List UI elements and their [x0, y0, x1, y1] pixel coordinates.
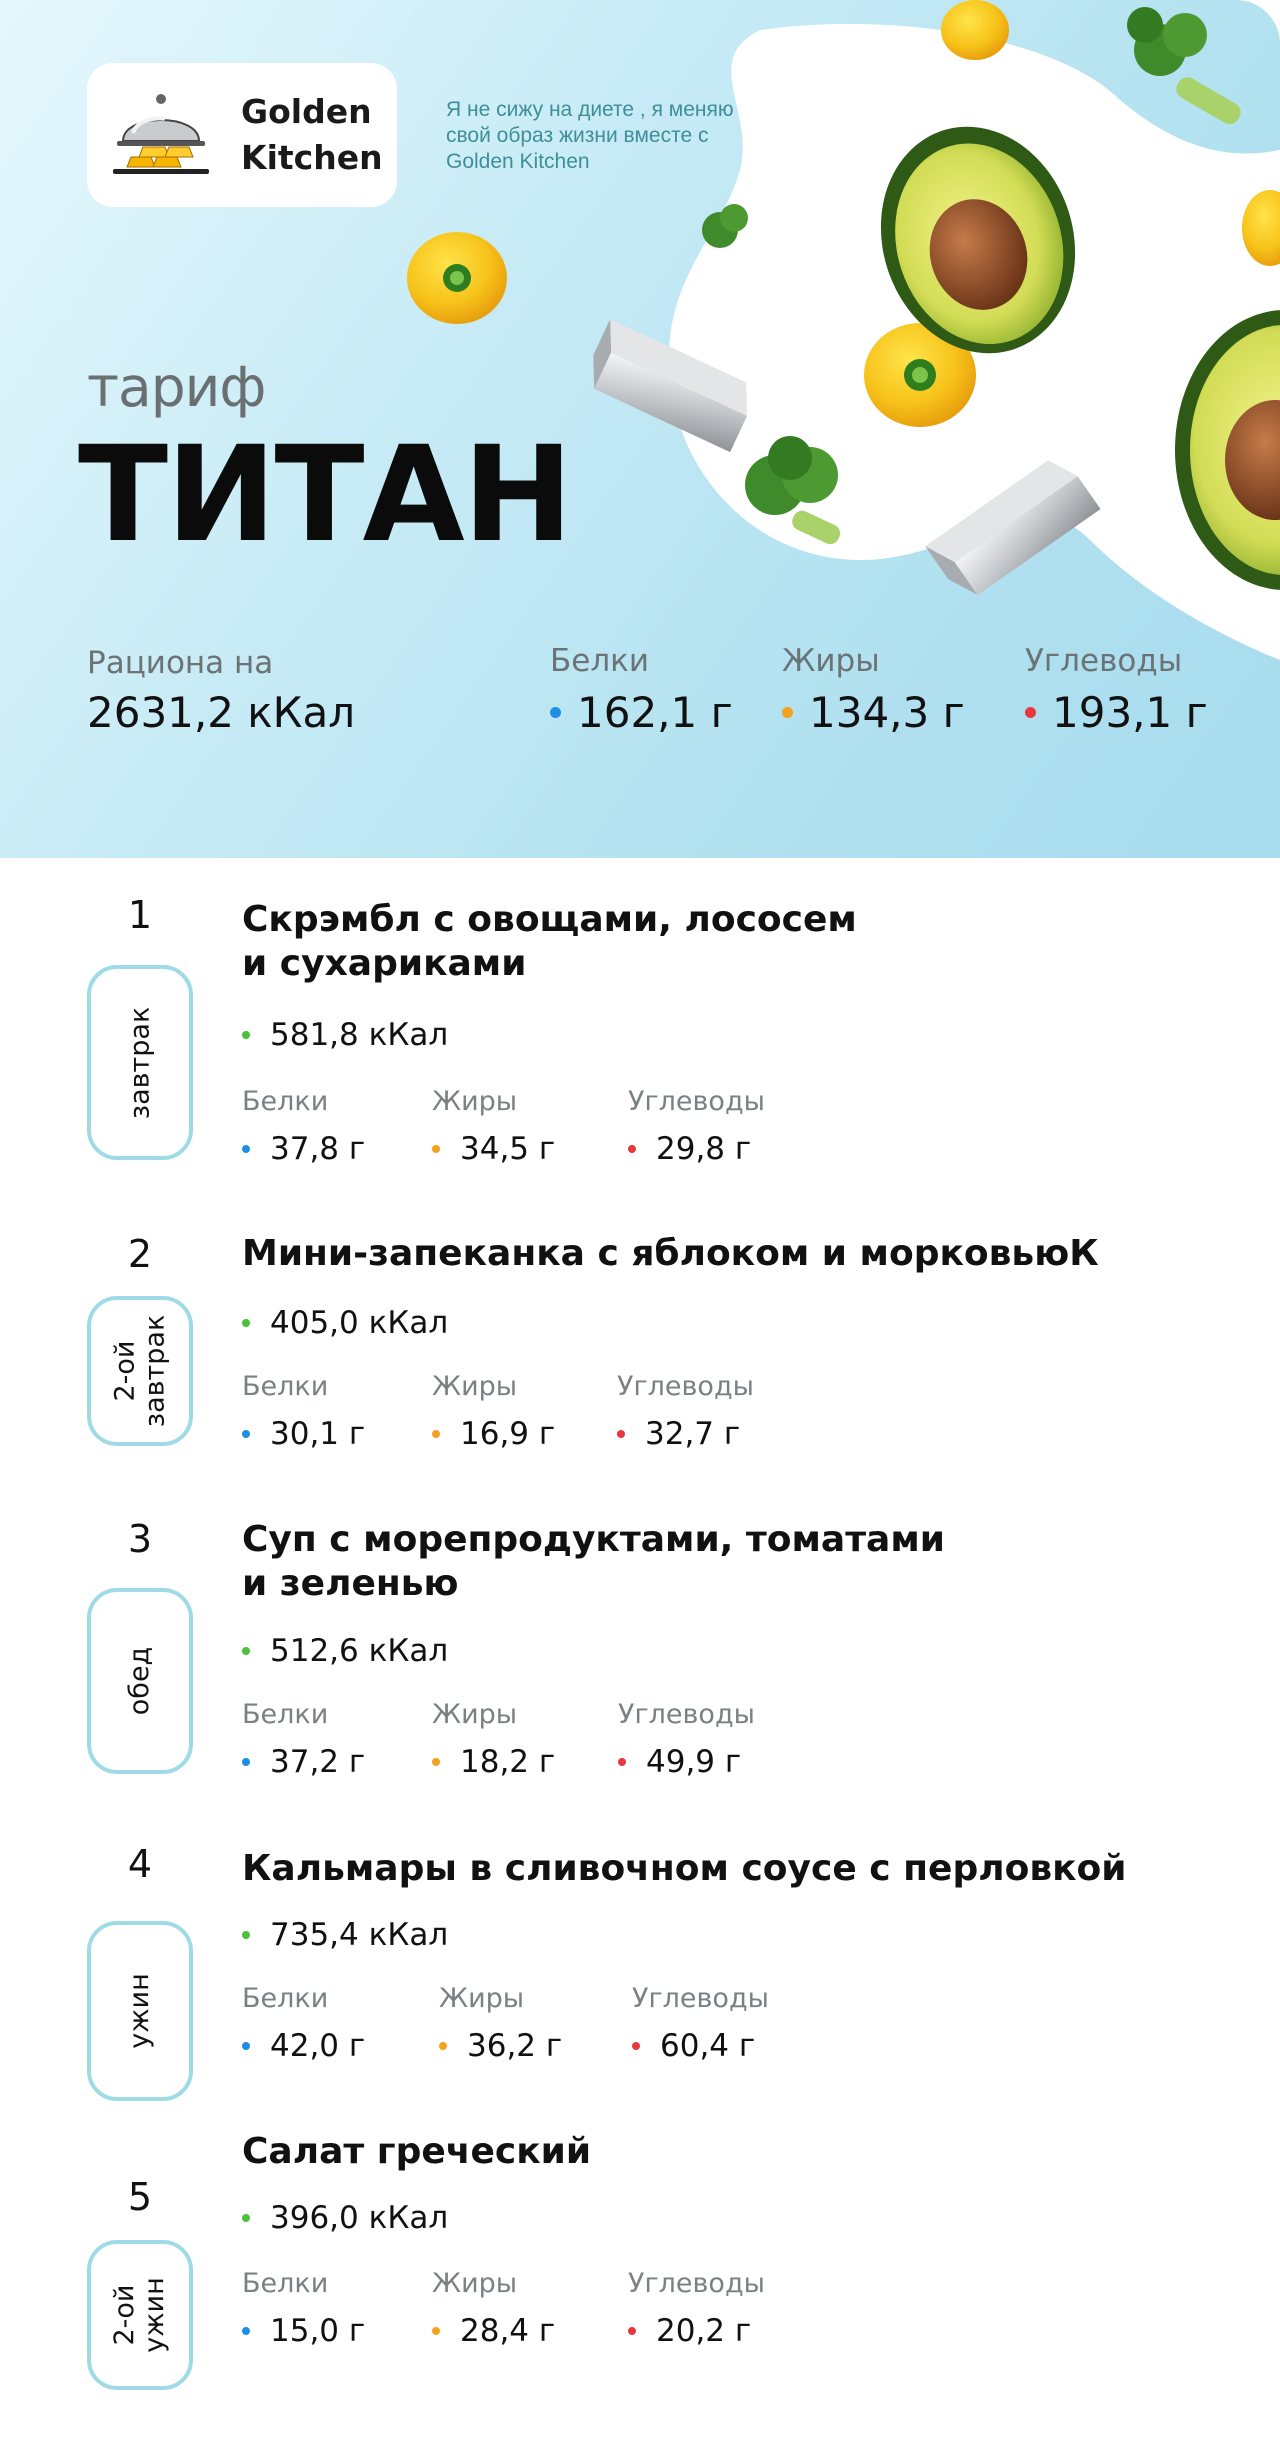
- meal-title: Суп с морепродуктами, томатами и зеленью: [242, 1519, 946, 1604]
- tariff-name: ТИТАН: [78, 418, 572, 572]
- meal-fat: Жиры 28,4 г: [432, 2268, 556, 2349]
- meal-fat: Жиры 34,5 г: [432, 1086, 556, 1167]
- meal-type-badge: [87, 1921, 193, 2101]
- fat-dot-icon: [439, 2042, 447, 2050]
- broccoli-icon: [1127, 7, 1244, 128]
- meal-type-badge: [87, 1296, 193, 1446]
- protein-dot-icon: [242, 1430, 250, 1438]
- kcal-dot-icon: [242, 1031, 250, 1039]
- protein-dot-icon: [242, 1145, 250, 1153]
- meal-carbs: Углеводы 60,4 г: [632, 1983, 769, 2064]
- protein-dot-icon: [242, 2042, 250, 2050]
- fat-value: 134,3 г: [809, 688, 965, 737]
- brand-tagline: Я не сижу на диете , я меняю свой образ жизни вместе с Golden Kitchen: [446, 98, 734, 173]
- protein-dot-icon: [242, 1758, 250, 1766]
- meal-type-badge: [87, 965, 193, 1160]
- fat-dot-icon: [782, 707, 793, 718]
- meal-title: Салат греческий: [242, 2131, 592, 2172]
- meal-type-label: 2-ой ужин: [108, 2277, 170, 2353]
- tariff-label: тариф: [87, 355, 266, 419]
- meal-protein: Белки 15,0 г: [242, 2268, 366, 2349]
- carbs-dot-icon: [628, 2327, 636, 2335]
- protein-label: Белки: [550, 643, 650, 679]
- kcal-dot-icon: [242, 1931, 250, 1939]
- carbs-dot-icon: [617, 1430, 625, 1438]
- summary-carbs: [1025, 643, 1208, 737]
- summary-fat: [782, 643, 965, 737]
- yellow-pepper-icon: [407, 232, 507, 324]
- protein-value: 162,1 г: [577, 688, 733, 737]
- meal-type-label: обед: [123, 1646, 155, 1716]
- meal-number: 5: [127, 2175, 153, 2219]
- meal-number: 3: [127, 1517, 153, 1561]
- carbs-label: Углеводы: [1025, 643, 1183, 679]
- kcal-dot-icon: [242, 1647, 250, 1655]
- meal-title: Кальмары в сливочном соусе с перловкой: [242, 1848, 1127, 1889]
- fat-dot-icon: [432, 2327, 440, 2335]
- protein-dot-icon: [242, 2327, 250, 2335]
- meal-type-label: 2-ой завтрак: [109, 1314, 171, 1428]
- meal-carbs: Углеводы 20,2 г: [628, 2268, 765, 2349]
- carbs-dot-icon: [632, 2042, 640, 2050]
- meal-type-label: ужин: [123, 1973, 155, 2049]
- meal-title: Мини-запеканка с яблоком и морковьюК: [242, 1233, 1099, 1274]
- meal-type-badge: [87, 1588, 193, 1774]
- meal-carbs: Углеводы 49,9 г: [618, 1699, 755, 1780]
- meal-protein: Белки 42,0 г: [242, 1983, 366, 2064]
- meal-type-label: завтрак: [124, 1006, 156, 1119]
- meal-fat: Жиры 18,2 г: [432, 1699, 556, 1780]
- logo-card[interactable]: [87, 63, 397, 207]
- fat-dot-icon: [432, 1758, 440, 1766]
- ration-value: 2631,2 кКал: [87, 688, 356, 737]
- fat-dot-icon: [432, 1430, 440, 1438]
- carbs-value: 193,1 г: [1052, 688, 1208, 737]
- meal-fat: Жиры 36,2 г: [439, 1983, 563, 2064]
- meal-macros: [242, 1086, 765, 1167]
- summary-protein: [550, 643, 733, 737]
- meal-kcal: 512,6 кКал: [242, 1633, 448, 1669]
- fat-dot-icon: [432, 1145, 440, 1153]
- hero-banner: [0, 0, 1280, 858]
- meal-protein: Белки 30,1 г: [242, 1371, 366, 1452]
- kcal-dot-icon: [242, 1319, 250, 1327]
- meal-carbs: Углеводы 29,8 г: [628, 1086, 765, 1167]
- meal-kcal: 405,0 кКал: [242, 1305, 448, 1341]
- fat-label: Жиры: [782, 643, 880, 679]
- meal-number: 4: [127, 1842, 153, 1886]
- carbs-dot-icon: [628, 1145, 636, 1153]
- meal-macros: [242, 1371, 754, 1452]
- meal-kcal: 735,4 кКал: [242, 1917, 448, 1953]
- meal-kcal: 581,8 кКал: [242, 1017, 448, 1053]
- meal-number: 1: [127, 893, 153, 937]
- kcal-dot-icon: [242, 2214, 250, 2222]
- yellow-pepper-icon: [941, 0, 1009, 60]
- ration-label: Рациона на: [87, 645, 274, 681]
- carbs-dot-icon: [1025, 707, 1036, 718]
- brand-name: Golden Kitchen: [241, 92, 383, 177]
- cloche-with-gold-bars-icon: [109, 89, 213, 181]
- carbs-dot-icon: [618, 1758, 626, 1766]
- meal-number: 2: [127, 1232, 153, 1276]
- meal-kcal: 396,0 кКал: [242, 2200, 448, 2236]
- meal-title: Скрэмбл с овощами, лососем и сухариками: [242, 899, 857, 984]
- meal-macros: [242, 1699, 755, 1780]
- meal-fat: Жиры 16,9 г: [432, 1371, 556, 1452]
- meal-protein: Белки 37,8 г: [242, 1086, 366, 1167]
- meal-carbs: Углеводы 32,7 г: [617, 1371, 754, 1452]
- meal-protein: Белки 37,2 г: [242, 1699, 366, 1780]
- protein-dot-icon: [550, 707, 561, 718]
- meal-macros: [242, 1983, 769, 2064]
- meal-macros: [242, 2268, 765, 2349]
- meal-type-badge: [87, 2240, 193, 2390]
